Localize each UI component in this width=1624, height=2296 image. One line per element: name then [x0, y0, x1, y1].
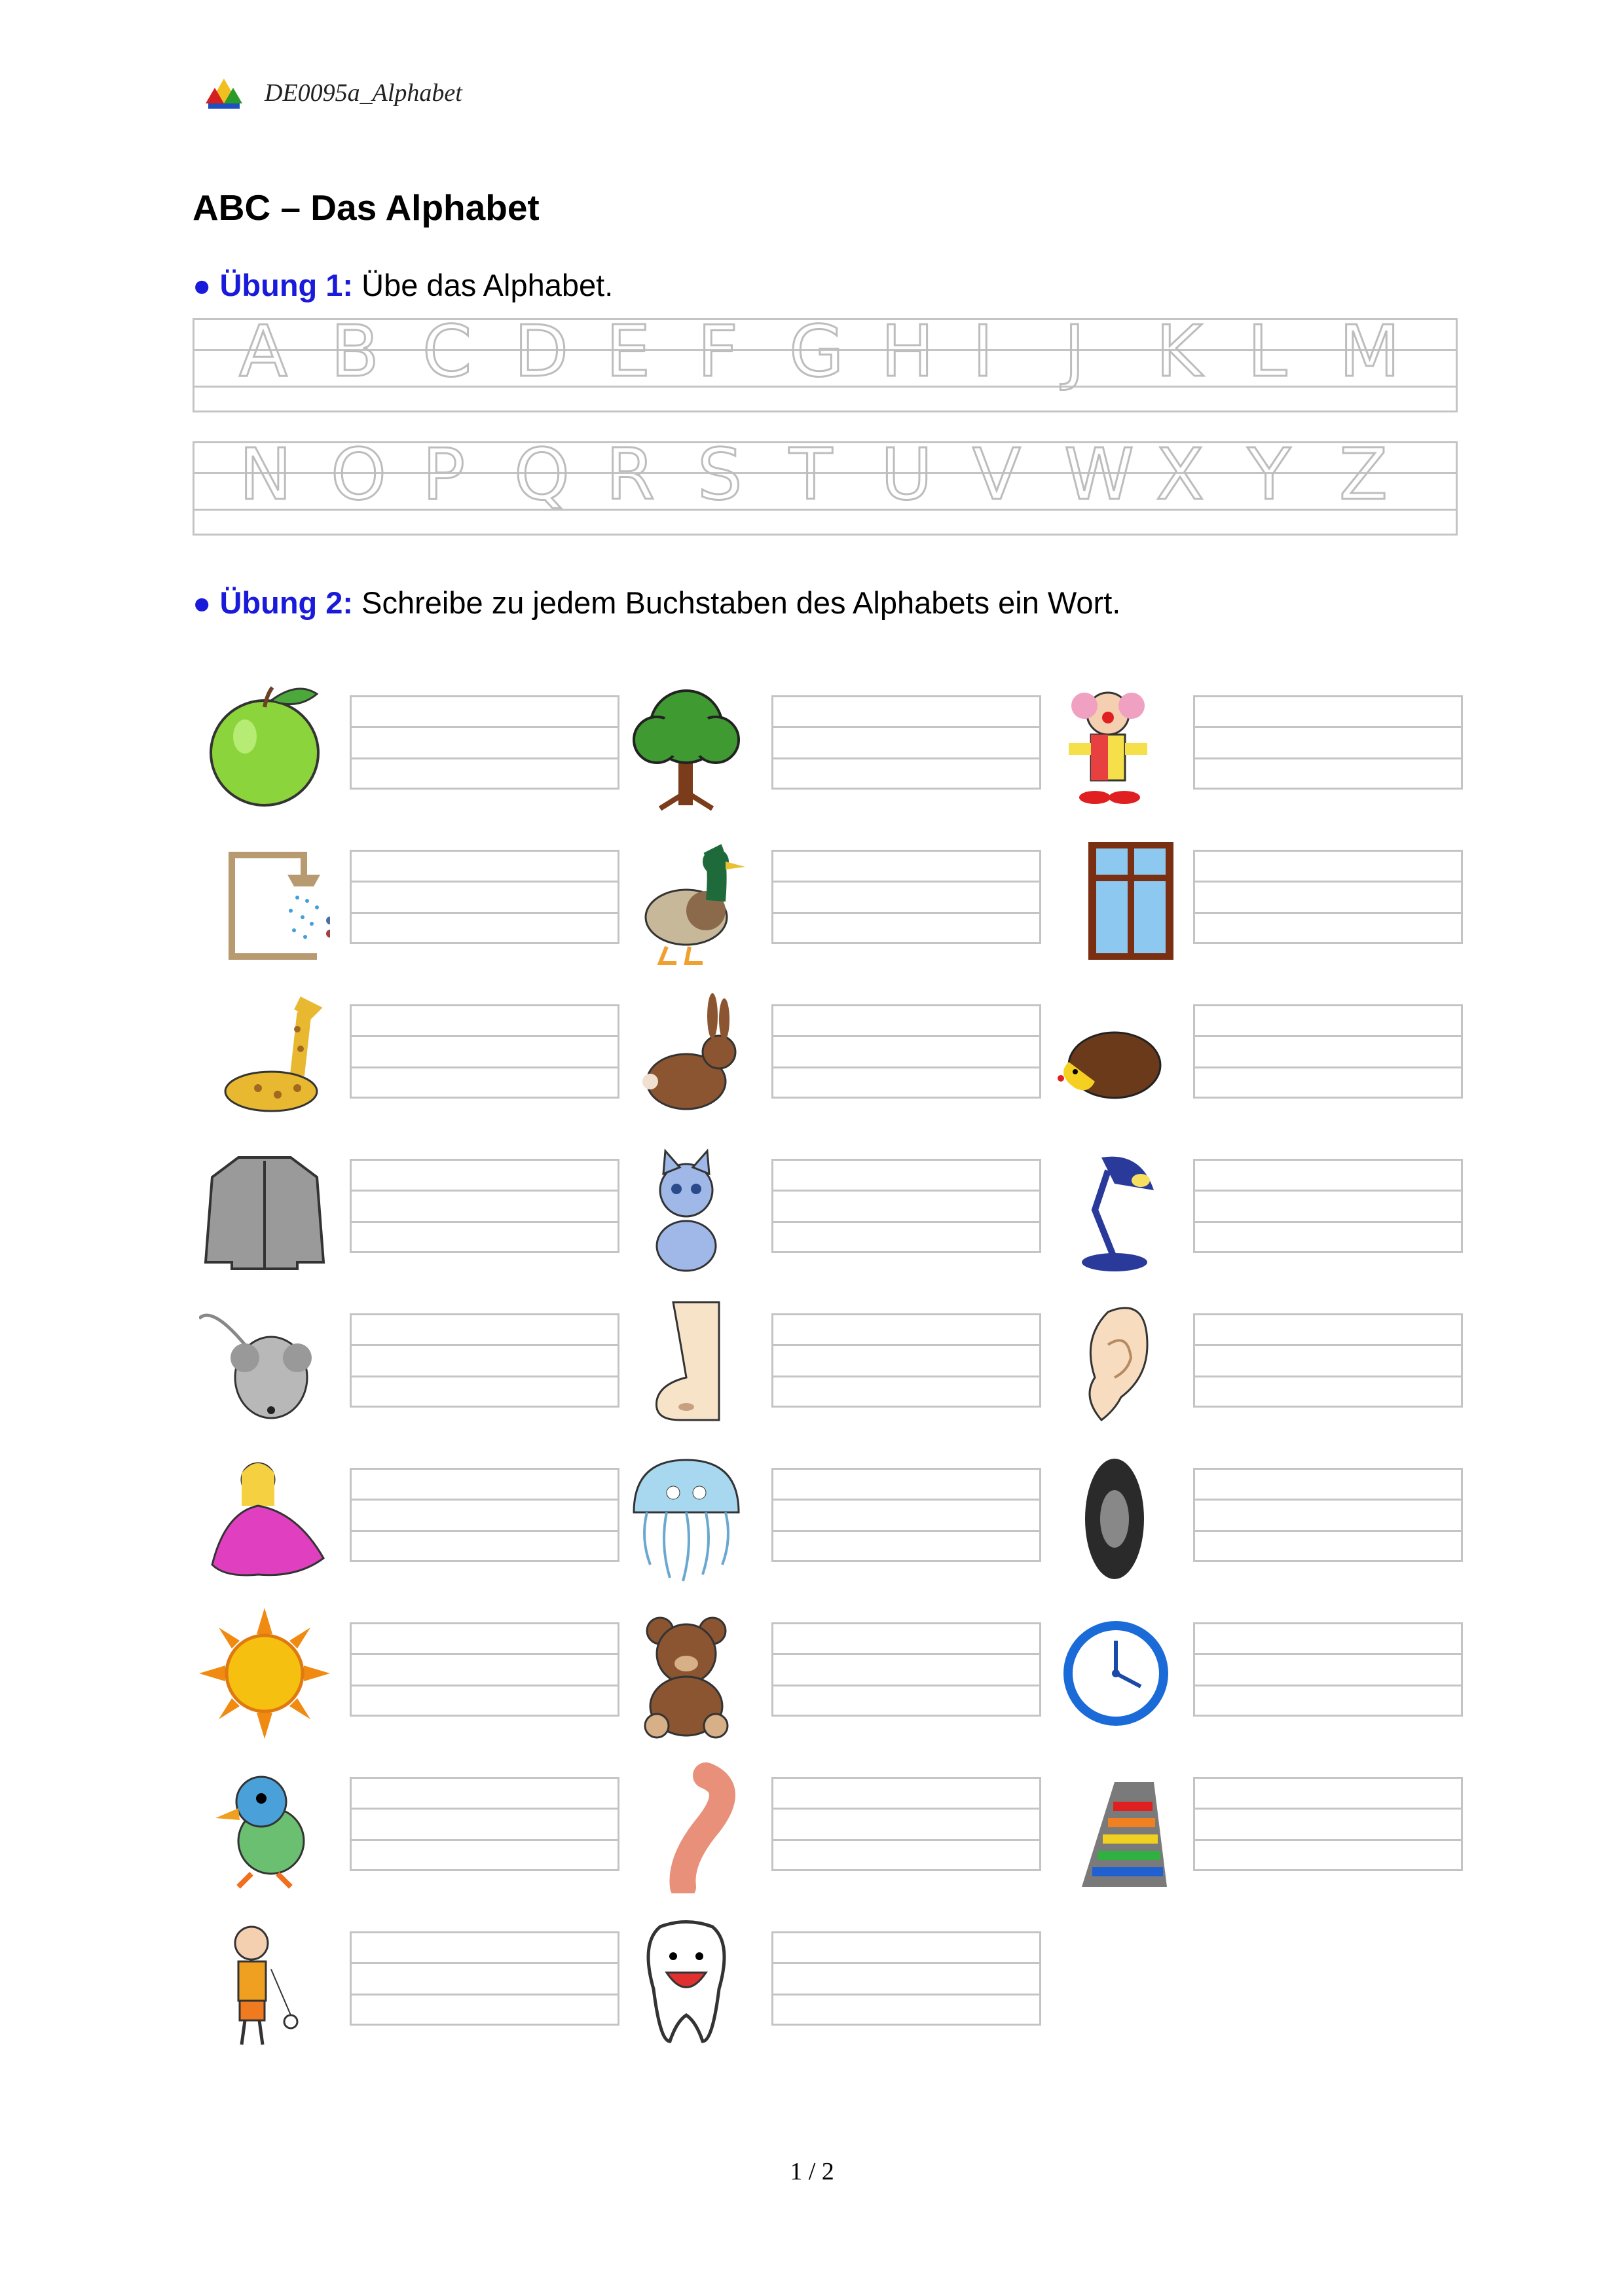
trace-letter: R	[606, 434, 655, 516]
ear-icon	[1043, 1299, 1173, 1430]
trace-letter: D	[514, 311, 569, 393]
word-item	[1043, 990, 1435, 1101]
word-item	[199, 990, 592, 1101]
trace-letter: U	[881, 434, 933, 516]
word-item	[1043, 1299, 1435, 1410]
trace-letter: I	[972, 311, 993, 393]
hedgehog-icon	[1043, 990, 1173, 1121]
writing-lines[interactable]	[1193, 1468, 1463, 1562]
xylophone-icon	[1043, 1762, 1173, 1893]
trace-letter: C	[422, 311, 472, 393]
word-item	[199, 681, 592, 792]
trace-letter: W	[1064, 434, 1134, 516]
trace-letter: B	[331, 311, 380, 393]
mouse-icon	[199, 1299, 330, 1430]
writing-lines[interactable]	[771, 1004, 1041, 1099]
trace-letter: O	[331, 434, 387, 516]
word-item	[1043, 1453, 1435, 1565]
writing-lines[interactable]	[350, 1313, 619, 1408]
writing-lines[interactable]	[1193, 1777, 1463, 1871]
word-item	[1043, 1762, 1435, 1874]
word-item	[199, 1917, 592, 2028]
document-id: DE0095a_Alphabet	[265, 79, 462, 107]
trace-letter: J	[1064, 311, 1085, 393]
exercise-2-text: Schreibe zu jedem Buchstaben des Alphabets ein Wort.	[361, 585, 1121, 620]
window-icon	[1043, 835, 1173, 966]
trace-letter: V	[972, 434, 1021, 516]
trace-letter: S	[697, 434, 743, 516]
trace-letter: N	[239, 434, 292, 516]
exercise-1-bullet: ●	[193, 268, 212, 302]
giraffe-icon	[199, 990, 330, 1121]
writing-lines[interactable]	[350, 1468, 619, 1562]
word-item	[199, 835, 592, 947]
sun-icon	[199, 1608, 330, 1739]
writing-lines[interactable]	[350, 695, 619, 790]
word-item	[1043, 1608, 1435, 1719]
word-item	[621, 1762, 1014, 1874]
duck-icon	[621, 835, 752, 966]
word-item	[199, 1608, 592, 1719]
word-item	[621, 681, 1014, 792]
writing-lines[interactable]	[350, 1159, 619, 1253]
rabbit-icon	[621, 990, 752, 1121]
exercise-1-label: Übung 1:	[219, 268, 354, 302]
trace-letter: L	[1247, 311, 1287, 393]
cat-icon	[621, 1144, 752, 1275]
word-item	[1043, 1144, 1435, 1256]
teddy-bear-icon	[621, 1608, 752, 1739]
word-item	[199, 1453, 592, 1565]
trace-letter: A	[239, 311, 287, 393]
tree-icon	[621, 681, 752, 812]
writing-lines[interactable]	[350, 1004, 619, 1099]
word-item	[621, 990, 1014, 1101]
writing-lines[interactable]	[771, 1931, 1041, 2026]
trace-letter: P	[422, 434, 466, 516]
jacket-icon	[199, 1144, 330, 1275]
writing-lines[interactable]	[771, 1159, 1041, 1253]
writing-lines[interactable]	[1193, 1622, 1463, 1717]
page-header	[206, 73, 462, 113]
trace-letter: H	[881, 311, 934, 393]
word-item	[621, 1144, 1014, 1256]
writing-lines[interactable]	[350, 1777, 619, 1871]
word-item	[621, 1453, 1014, 1565]
tracing-row-2[interactable]	[193, 434, 1458, 536]
writing-lines[interactable]	[1193, 695, 1463, 790]
trace-letter: T	[789, 434, 832, 516]
trace-letter: G	[789, 311, 844, 393]
exercise-2-instruction	[193, 585, 1120, 621]
trace-letter: X	[1156, 434, 1204, 516]
page-number: 1 / 2	[790, 2158, 834, 2185]
clock-icon	[1043, 1608, 1173, 1739]
writing-lines[interactable]	[1193, 1159, 1463, 1253]
exercise-1-instruction	[193, 267, 613, 303]
writing-lines[interactable]	[771, 1622, 1041, 1717]
writing-lines[interactable]	[350, 850, 619, 944]
trace-letter: E	[606, 311, 651, 393]
exercise-2-bullet: ●	[193, 585, 212, 620]
writing-lines[interactable]	[1193, 850, 1463, 944]
writing-lines[interactable]	[771, 695, 1041, 790]
word-item	[621, 1608, 1014, 1719]
writing-lines[interactable]	[350, 1622, 619, 1717]
nose-icon	[621, 1299, 752, 1430]
word-item	[621, 1299, 1014, 1410]
tire-icon	[1043, 1453, 1173, 1584]
writing-lines[interactable]	[350, 1931, 619, 2026]
writing-lines[interactable]	[1193, 1313, 1463, 1408]
writing-lines[interactable]	[771, 1777, 1041, 1871]
word-item	[621, 835, 1014, 947]
tooth-icon	[621, 1917, 752, 2048]
publisher-logo-icon	[206, 75, 242, 111]
clown-icon	[1043, 681, 1173, 812]
exercise-1-text: Übe das Alphabet.	[361, 268, 614, 302]
word-item	[1043, 681, 1435, 792]
doll-icon	[199, 1453, 330, 1584]
apple-icon	[199, 681, 330, 812]
jellyfish-icon	[621, 1453, 752, 1584]
writing-lines[interactable]	[771, 1468, 1041, 1562]
word-item	[1043, 835, 1435, 947]
word-item	[621, 1917, 1014, 2028]
trace-letter: Q	[514, 434, 570, 516]
trace-letter: Y	[1247, 434, 1291, 516]
shower-icon	[199, 835, 330, 966]
word-item	[199, 1299, 592, 1410]
exercise-2-label: Übung 2:	[219, 585, 354, 620]
page-title: ABC – Das Alphabet	[193, 187, 540, 228]
bird-icon	[199, 1762, 330, 1893]
trace-letter: M	[1339, 311, 1401, 393]
sausage-icon	[621, 1762, 752, 1893]
trace-letter: F	[697, 311, 739, 393]
trace-letter: K	[1156, 311, 1202, 393]
trace-letter: Z	[1339, 434, 1388, 516]
word-item	[199, 1144, 592, 1256]
word-item	[199, 1762, 592, 1874]
writing-lines[interactable]	[771, 1313, 1041, 1408]
lamp-icon	[1043, 1144, 1173, 1275]
writing-lines[interactable]	[771, 850, 1041, 944]
tracing-row-1[interactable]	[193, 311, 1458, 412]
yoyo-boy-icon	[199, 1917, 330, 2048]
writing-lines[interactable]	[1193, 1004, 1463, 1099]
